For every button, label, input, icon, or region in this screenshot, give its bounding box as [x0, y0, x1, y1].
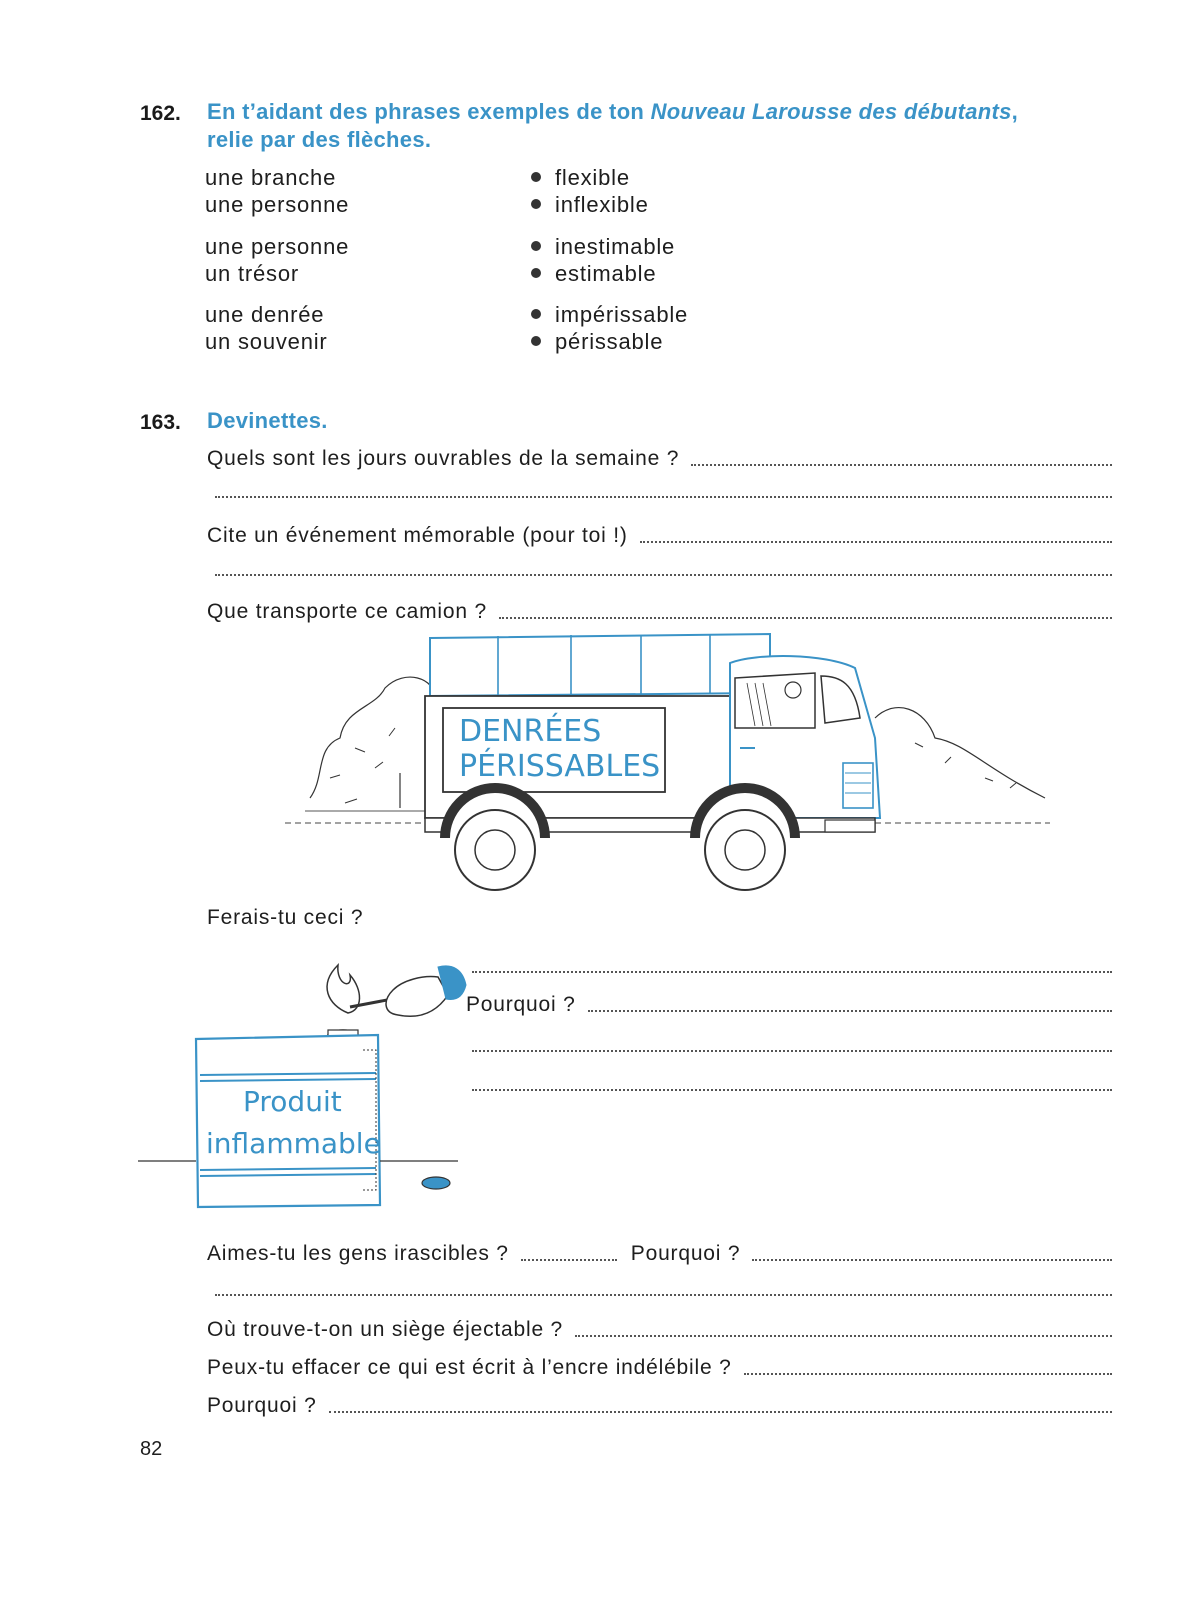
answer-line[interactable]: [329, 1410, 1112, 1413]
left-word: une personne: [205, 192, 350, 217]
exercise-162-title: [207, 98, 1127, 154]
tree-outline-right: [875, 708, 1045, 798]
question-label: Que transporte ce camion ?: [207, 600, 487, 623]
truck-bumper: [825, 820, 875, 832]
hand: [386, 977, 448, 1017]
answer-line[interactable]: [215, 573, 1112, 576]
question-label: Où trouve-t-on un siège éjectable ?: [207, 1318, 564, 1341]
page-number: 82: [140, 1438, 163, 1460]
answer-line[interactable]: [752, 1258, 1112, 1261]
exercise-163-number: 163.: [140, 411, 181, 434]
question-label: Cite un événement mémorable (pour toi !): [207, 524, 628, 547]
answer-line[interactable]: [575, 1334, 1112, 1337]
question-label: Quels sont les jours ouvrables de la semaine ?: [207, 447, 680, 470]
truck-sign-line-1: DENRÉES: [459, 714, 602, 749]
title-line-2: relie par des flèches.: [207, 127, 432, 152]
question-label: Aimes-tu les gens irascibles ?: [207, 1242, 509, 1265]
title-text-1: En t’aidant des phrases exemples de ton: [207, 99, 651, 124]
matching-left-group-3: [205, 301, 328, 355]
answer-line[interactable]: [588, 1009, 1112, 1012]
question-label: Ferais-tu ceci ?: [207, 906, 364, 929]
exercise-163-title: Devinettes.: [207, 408, 328, 433]
right-word: inflexible: [555, 192, 649, 217]
answer-line[interactable]: [521, 1258, 617, 1261]
right-word: flexible: [555, 165, 630, 190]
bullet-dot[interactable]: [531, 336, 541, 346]
bullet-dot[interactable]: [531, 172, 541, 182]
right-word: impérissable: [555, 302, 689, 327]
left-word: une personne: [205, 234, 350, 259]
bullet-dot[interactable]: [531, 268, 541, 278]
answer-line[interactable]: [691, 463, 1112, 466]
left-word: une denrée: [205, 302, 325, 327]
question-label: Peux-tu effacer ce qui est écrit à l’encre indélébile ?: [207, 1356, 732, 1379]
answer-line[interactable]: [499, 616, 1112, 619]
question-label: Pourquoi ?: [466, 993, 576, 1016]
bullet-dot[interactable]: [531, 199, 541, 209]
answer-line[interactable]: [472, 970, 1112, 973]
matching-left-group-2: [205, 233, 349, 287]
question-would-you-do-this: [207, 906, 363, 930]
question-irascible-people: [207, 1242, 1112, 1266]
answer-line[interactable]: [744, 1372, 1112, 1375]
truck-grille: [843, 763, 873, 808]
question-memorable-event: [207, 524, 1112, 548]
can-cap: [422, 1177, 450, 1189]
answer-line[interactable]: [215, 1293, 1112, 1296]
question-indelible-ink: [207, 1356, 1112, 1380]
right-word: inestimable: [555, 234, 676, 259]
truck-illustration: [285, 628, 1050, 898]
bullet-dot[interactable]: [531, 241, 541, 251]
matching-left-group-1: [205, 164, 349, 218]
right-word: estimable: [555, 261, 657, 286]
question-ejection-seat: [207, 1318, 1112, 1342]
truck-sign-line-2: PÉRISSABLES: [459, 749, 661, 784]
matching-right-group-2: [531, 233, 675, 287]
answer-line[interactable]: [472, 1088, 1112, 1091]
left-word: une branche: [205, 165, 337, 190]
bullet-dot[interactable]: [531, 309, 541, 319]
question-why-flammable: [466, 993, 1112, 1017]
title-text-2: ,: [1011, 99, 1019, 124]
answer-line[interactable]: [215, 495, 1112, 498]
answer-line[interactable]: [640, 540, 1112, 543]
flammable-can-illustration: [138, 955, 468, 1230]
truck-side-window: [735, 673, 815, 728]
question-label: Pourquoi ?: [207, 1394, 317, 1417]
right-word: périssable: [555, 329, 664, 354]
question-truck-cargo: [207, 600, 1112, 624]
can-label-line-1: Produit: [243, 1085, 342, 1118]
can-body: [196, 1035, 380, 1207]
question-label: Pourquoi ?: [630, 1242, 741, 1265]
can-label-line-2: inflammable: [206, 1127, 381, 1160]
left-word: un trésor: [205, 261, 300, 286]
answer-line[interactable]: [472, 1049, 1112, 1052]
question-why-indelible: [207, 1394, 1112, 1418]
matching-right-group-1: [531, 164, 649, 218]
driver-head: [785, 682, 801, 698]
question-working-days: [207, 447, 1112, 471]
exercise-162-number: 162.: [140, 102, 181, 125]
left-word: un souvenir: [205, 329, 328, 354]
title-book-name: Nouveau Larousse des débutants: [650, 99, 1012, 124]
matching-right-group-3: [531, 301, 688, 355]
